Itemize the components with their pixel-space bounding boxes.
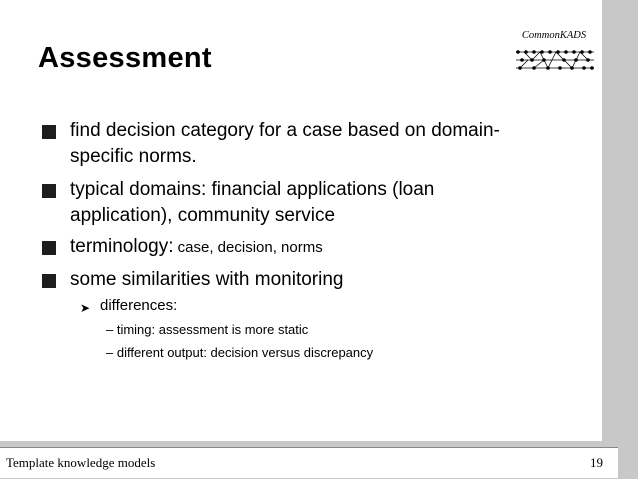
bullet-1-line-1: find decision category for a case based on domain- bbox=[70, 120, 500, 141]
square-bullet-icon bbox=[42, 274, 56, 288]
sub-sub-bullet-1: – timing: assessment is more static bbox=[106, 322, 309, 337]
bullet-3 bbox=[70, 235, 323, 260]
commonkads-logo bbox=[510, 24, 598, 80]
bullet-3-terms: case, decision, norms bbox=[173, 239, 323, 256]
bullet-1-line-2: specific norms. bbox=[70, 146, 197, 167]
footer-label: Template knowledge models bbox=[6, 455, 156, 470]
sub-bullet-differences: differences: bbox=[100, 297, 178, 314]
bullet-3-lead: terminology: bbox=[70, 236, 174, 257]
square-bullet-icon bbox=[42, 241, 56, 255]
bullet-2-line-1: typical domains: financial applications (loan bbox=[70, 179, 435, 200]
logo-text: CommonKADS bbox=[521, 30, 587, 41]
arrowhead-icon: ➤ bbox=[80, 301, 91, 315]
slide-title: Assessment bbox=[38, 42, 212, 74]
sub-sub-bullet-2: – different output: decision versus discrepancy bbox=[106, 345, 374, 360]
logo-network-icon bbox=[514, 46, 596, 76]
slide-shadow-right bbox=[602, 0, 638, 479]
square-bullet-icon bbox=[42, 184, 56, 198]
bullet-2-line-2: application), community service bbox=[70, 205, 336, 226]
bullet-4-line-1: some similarities with monitoring bbox=[70, 269, 344, 290]
square-bullet-icon bbox=[42, 125, 56, 139]
page-number: 19 bbox=[590, 455, 603, 470]
